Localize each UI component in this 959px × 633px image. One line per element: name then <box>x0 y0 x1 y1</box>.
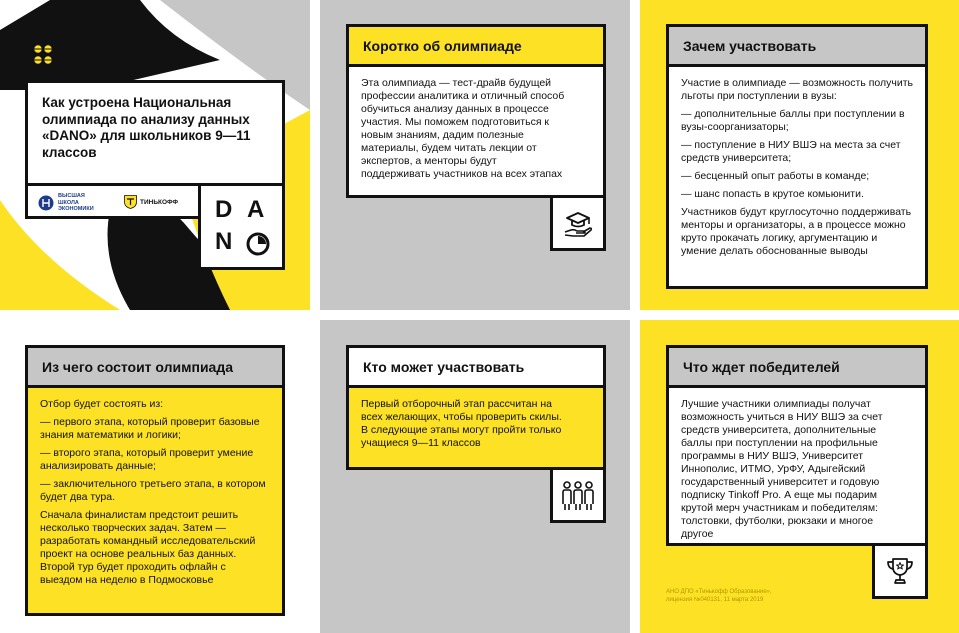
why-paragraph: — шанс попасть в крутое комьюнити. <box>681 188 864 200</box>
prizes-header <box>666 345 928 388</box>
tile-prizes <box>640 320 959 633</box>
dano-logo-card <box>198 183 285 270</box>
bees-logo-icon <box>30 42 56 68</box>
tinkoff-logo-text: ТИНЬКОФФ <box>140 198 179 206</box>
who-body <box>346 385 606 470</box>
tile-intro <box>0 0 310 310</box>
tile-structure <box>0 320 310 633</box>
tile-who <box>320 320 630 633</box>
dano-letter-n: N <box>215 228 233 255</box>
who-text: Первый отборочный этап рассчитан на всех желающих, чтобы проверить скилы. В следующие этапы могут пройти только учащиеся 9—11 классов <box>361 398 562 449</box>
about-text: Эта олимпиада — тест-драйв будущей профессии аналитика и отличный способ обучиться анализу данных в процессе участия. Мы поможем подготовиться к новым знаниям, дадим полезные материалы, будем читать лекции от экспертов, а менторы будут поддерживать участников на всех этапах <box>361 77 565 180</box>
about-header <box>346 24 606 67</box>
intro-title: Как устроена Национальная олимпиада по анализу данных «DANO» для школьников 9—11 классов <box>42 95 251 160</box>
hse-emblem-icon <box>38 195 54 211</box>
who-icon-box <box>550 467 606 523</box>
why-paragraph: Участие в олимпиаде — возможность получить льготы при поступлении в вузы: <box>681 77 913 102</box>
why-header-text: Зачем участвовать <box>683 37 817 54</box>
why-paragraph: Участников будут круглосуточно поддерживать менторы и организаторы, а в процессе можно круто прокачать логику, аргументацию и умение делать обоснованные выводы <box>681 206 912 257</box>
why-header <box>666 24 928 67</box>
structure-paragraph: — заключительного третьего этапа, в котором будет два тура. <box>40 478 266 503</box>
intro-title-card <box>25 80 285 186</box>
structure-header-text: Из чего состоит олимпиада <box>42 358 234 375</box>
hse-logo <box>38 193 102 213</box>
structure-header <box>25 345 285 388</box>
legal-note <box>666 588 772 604</box>
prizes-icon-box <box>872 543 928 599</box>
trophy-icon <box>884 555 916 587</box>
tile-about <box>320 0 630 310</box>
structure-paragraph: — первого этапа, который проверит базовые знания математики и логики; <box>40 416 260 441</box>
who-header-text: Кто может участвовать <box>363 358 525 375</box>
structure-body <box>25 385 285 616</box>
legal-line: лицензия №040131, 11 марта 2019 <box>666 597 764 603</box>
structure-paragraph: Сначала финалистам предстоит решить несколько творческих задач. Затем — разработать командный исследовательский проект на основе реальных баз данных. Второй тур будет проходить офлайн с выездом на неделю в Подмосковье <box>40 509 256 586</box>
tile-why <box>640 0 959 310</box>
dano-letter-d: D <box>215 196 233 223</box>
who-header <box>346 345 606 388</box>
tinkoff-logo <box>124 195 178 209</box>
why-paragraph: — поступление в НИУ ВШЭ на места за счет средств университета; <box>681 139 901 164</box>
prizes-body <box>666 385 928 546</box>
group-people-icon <box>560 478 596 512</box>
about-body <box>346 64 606 198</box>
tinkoff-shield-icon <box>124 195 137 209</box>
why-paragraph: — дополнительные баллы при поступлении в вузы-соорганизаторы; <box>681 108 905 133</box>
structure-paragraph: Отбор будет состоять из: <box>40 398 164 410</box>
graduation-cap-hand-icon <box>561 206 595 240</box>
structure-paragraph: — второго этапа, который проверит умение анализировать данные; <box>40 447 254 472</box>
why-body <box>666 64 928 289</box>
partners-card <box>25 183 201 219</box>
about-icon-box <box>550 195 606 251</box>
hse-logo-text: ВЫСШАЯ ШКОЛА ЭКОНОМИКИ <box>58 193 94 212</box>
why-paragraph: — бесценный опыт работы в команде; <box>681 170 870 182</box>
about-header-text: Коротко об олимпиаде <box>363 37 522 54</box>
prizes-header-text: Что ждет победителей <box>683 358 840 375</box>
dano-letter-o-pie-icon <box>246 232 270 256</box>
prizes-text: Лучшие участники олимпиады получат возможность учиться в НИУ ВШЭ за счет средств университета, дополнительные баллы при поступлении на профильные программы в НИУ ВШЭ, Университет Иннополис, ИТМО, УрФУ, Адыгейский государственный университет и годовую подписку Tinkoff Pro. А еще мы подарим крутой мерч участникам и победителям: толстовки, футболки, рюкзаки и многое другое <box>681 398 883 540</box>
dano-letter-a: A <box>247 196 265 223</box>
legal-line: АНО ДПО «Тинькофф Образование», <box>666 589 772 595</box>
